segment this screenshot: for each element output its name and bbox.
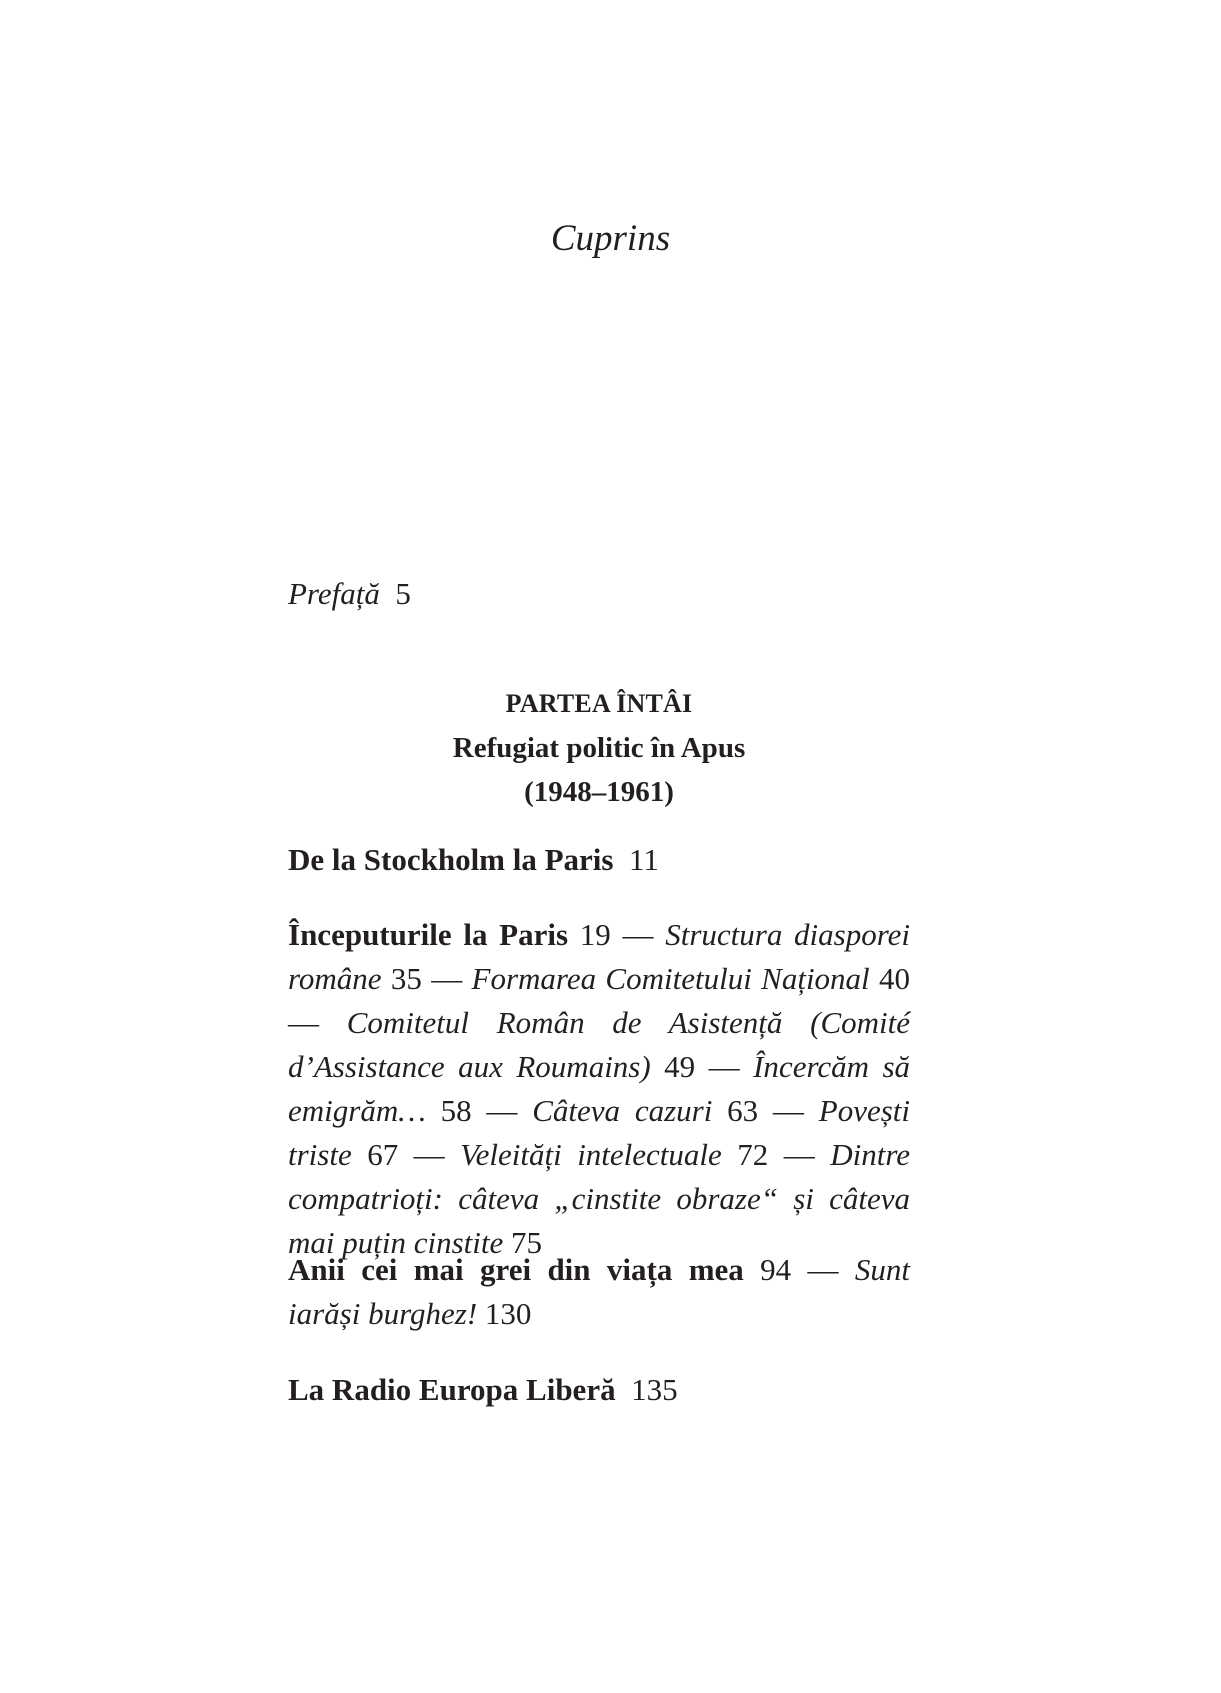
separator: — [772, 1093, 804, 1128]
sub-title: Câteva cazuri [532, 1093, 713, 1128]
sub-title: Povești triste [288, 1093, 911, 1172]
toc-entry-radio[interactable] [288, 1368, 910, 1412]
sub-title: Sunt iarăși burghez! [288, 1252, 911, 1331]
sub-title: Dintre compatrioți: câteva „cinstite obraze“ și câteva mai puțin cinstite [288, 1137, 910, 1260]
page-title: Cuprins [550, 218, 671, 259]
toc-preface[interactable] [288, 573, 910, 615]
separator: — [486, 1093, 518, 1128]
separator: — [288, 1005, 319, 1040]
entry-title: Anii cei mai grei din viața mea [288, 1252, 744, 1287]
sub-page: 130 [484, 1296, 532, 1331]
separator: — [431, 961, 463, 996]
preface-label: Prefață [288, 576, 380, 611]
sub-title: Veleități intelectuale [460, 1137, 722, 1172]
part-years: (1948–1961) [524, 776, 674, 808]
entry-title: Începuturile la Paris [288, 917, 569, 952]
entry-title: De la Stockholm la Paris [288, 842, 614, 877]
separator: — [622, 917, 654, 952]
toc-entry-inceputurile[interactable] [288, 913, 910, 1265]
part-heading [288, 682, 910, 814]
sub-page: 58 [440, 1093, 472, 1128]
sub-page: 75 [511, 1225, 543, 1260]
part-subtitle: Refugiat politic în Apus [452, 732, 746, 764]
sub-page: 72 [737, 1137, 769, 1172]
entry-page: 19 [579, 917, 611, 952]
sub-title: Comitetul Român de Asistență (Comité d’Assistance aux Roumains) [288, 1005, 910, 1084]
separator: — [783, 1137, 815, 1172]
sub-title: Încercăm să emigrăm… [288, 1049, 911, 1128]
separator: — [413, 1137, 445, 1172]
sub-page: 35 [390, 961, 422, 996]
separator: — [807, 1252, 839, 1287]
toc-entry-anii[interactable] [288, 1248, 910, 1336]
separator: — [708, 1049, 740, 1084]
entry-page: 11 [629, 842, 659, 877]
sub-page: 40 [879, 961, 910, 996]
toc-entry-stockholm[interactable] [288, 838, 910, 882]
entry-title: La Radio Europa Liberă [288, 1372, 616, 1407]
preface-page: 5 [395, 576, 411, 611]
sub-page: 67 [367, 1137, 399, 1172]
sub-title: Formarea Comitetului Național [471, 961, 870, 996]
entry-page: 94 [760, 1252, 792, 1287]
sub-page: 63 [727, 1093, 759, 1128]
sub-title: Structura diasporei române [288, 917, 910, 996]
sub-page: 49 [664, 1049, 696, 1084]
entry-page: 135 [631, 1372, 678, 1407]
part-label: PARTEA ÎNTÂI [505, 689, 693, 718]
